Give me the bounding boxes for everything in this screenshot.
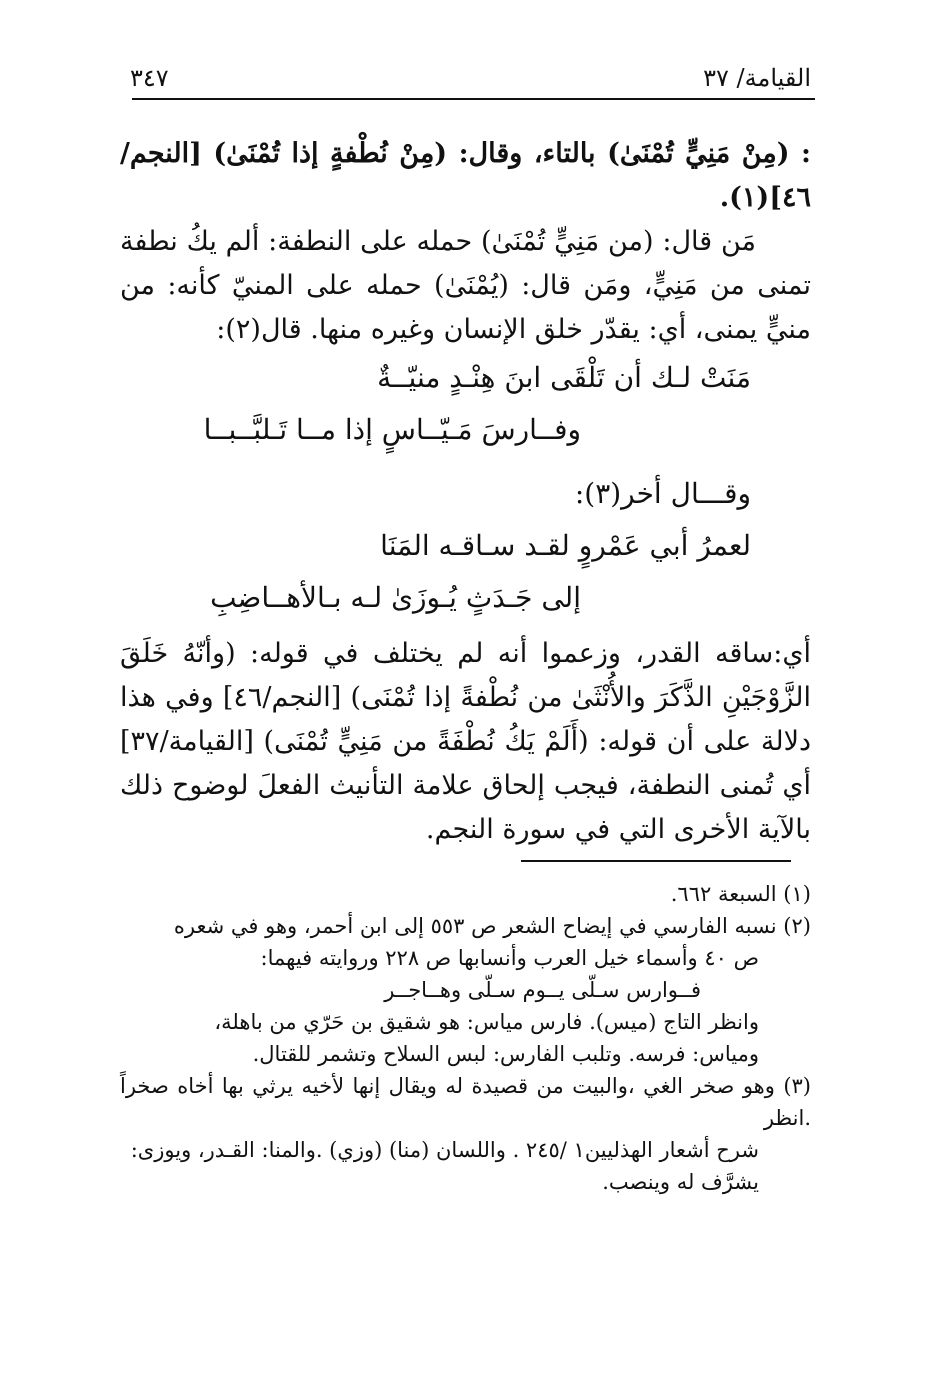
- poem-2-hemistich-2: إلى جَـدَثٍ يُـوزَىٰ لـه بـالأهــاضِبِ: [210, 581, 581, 614]
- footnote-2-line-1: (٢) نسبه الفارسي في إيضاح الشعر ص ٥٥٣ إلى ابن أحمر، وهو في شعره: [173, 914, 811, 938]
- poem-1-hemistich-1: مَنَتْ لـك أن تَلْقَى ابنَ هِنْـدٍ منيّــةٌ: [377, 361, 751, 394]
- footnote-divider: [521, 860, 791, 862]
- footnote-3-line-3: يشرَّف له وينصب.: [602, 1170, 759, 1194]
- main-text: [120, 132, 811, 852]
- quranic-reading-line: : (مِنْ مَنِيٍّ تُمْنَىٰ) بالتاء، وقال: (مِنْ نُطْفةٍ إذا تُمْنَىٰ) [النجم/٤٦](١).: [120, 138, 811, 213]
- page-number: ٣٤٧: [130, 64, 169, 92]
- poem-2-hemistich-1: لعمرُ أبي عَمْروٍ لقـد سـاقـه المَنَا: [380, 529, 751, 562]
- footnote-3-line-1: (٣) وهو صخر الغي ،والبيت من قصيدة له ويقال إنها لأخيه يرثي بها أخاه صخراً .انظر: [120, 1074, 811, 1130]
- paragraph-conclusion: أي:ساقه القدر، وزعموا أنه لم يختلف في قوله: (وأنّهُ خَلَقَ الزَّوْجَيْنِ الذَّكَرَ والأُنْثَىٰ من نُطْفةً إذا تُمْنَى) [النجم/٤٦] وفي هذا دلالة على أن قوله: (أَلَمْ يَكُ نُطْفَةً من مَنِيٍّ تُمْنَى) [القيامة/٣٧] أي تُمنى النطفة، فيجب إلحاق علامة التأنيث الفعلَ لوضوح ذلك بالآية الأخرى التي في سورة النجم.: [120, 638, 811, 845]
- paragraph-explanation: مَن قال: (من مَنِيٍّ تُمْنَىٰ) حمله على النطفة: ألم يكُ نطفة تمنى من مَنِيٍّ، ومَن قال: (يُمْنَىٰ) حمله على المنيّ كأنه: من منيٍّ يمنى، أي: يقدّر خلق الإنسان وغيره منها. قال(٢):: [120, 226, 811, 345]
- running-title: القيامة/ ٣٧: [703, 64, 811, 92]
- page-header: [130, 58, 811, 98]
- footnote-2-line-4: ومياس: فرسه. وتلبب الفارس: لبس السلاح وتشمر للقتال.: [252, 1042, 759, 1066]
- footnote-2-line-2: ص ٤٠ وأسماء خيل العرب وأنسابها ص ٢٢٨ وروايته فيهما:: [260, 946, 759, 970]
- poem-2-intro: وقـــال أخر(٣):: [574, 477, 751, 510]
- footnote-1: (١) السبعة ٦٦٢.: [670, 882, 811, 906]
- footnotes: [120, 878, 811, 1198]
- header-divider: [132, 98, 815, 100]
- footnote-3-line-2: شرح أشعار الهذليين١ /٢٤٥ . واللسان (منا) (وزي) .والمنا: القـدر، ويوزى:: [130, 1138, 759, 1162]
- footnote-2-line-3: وانظر التاج (ميس). فارس مياس: هو شقيق بن حَرّي من باهلة،: [214, 1010, 759, 1034]
- poem-1-hemistich-2: وفــارسَ مَـيّــاسٍ إذا مــا تَـلبَّــبــا: [203, 413, 581, 446]
- footnote-2-verse: فــوارس سـلّى يــوم سـلّى وهــاجــر: [384, 978, 701, 1002]
